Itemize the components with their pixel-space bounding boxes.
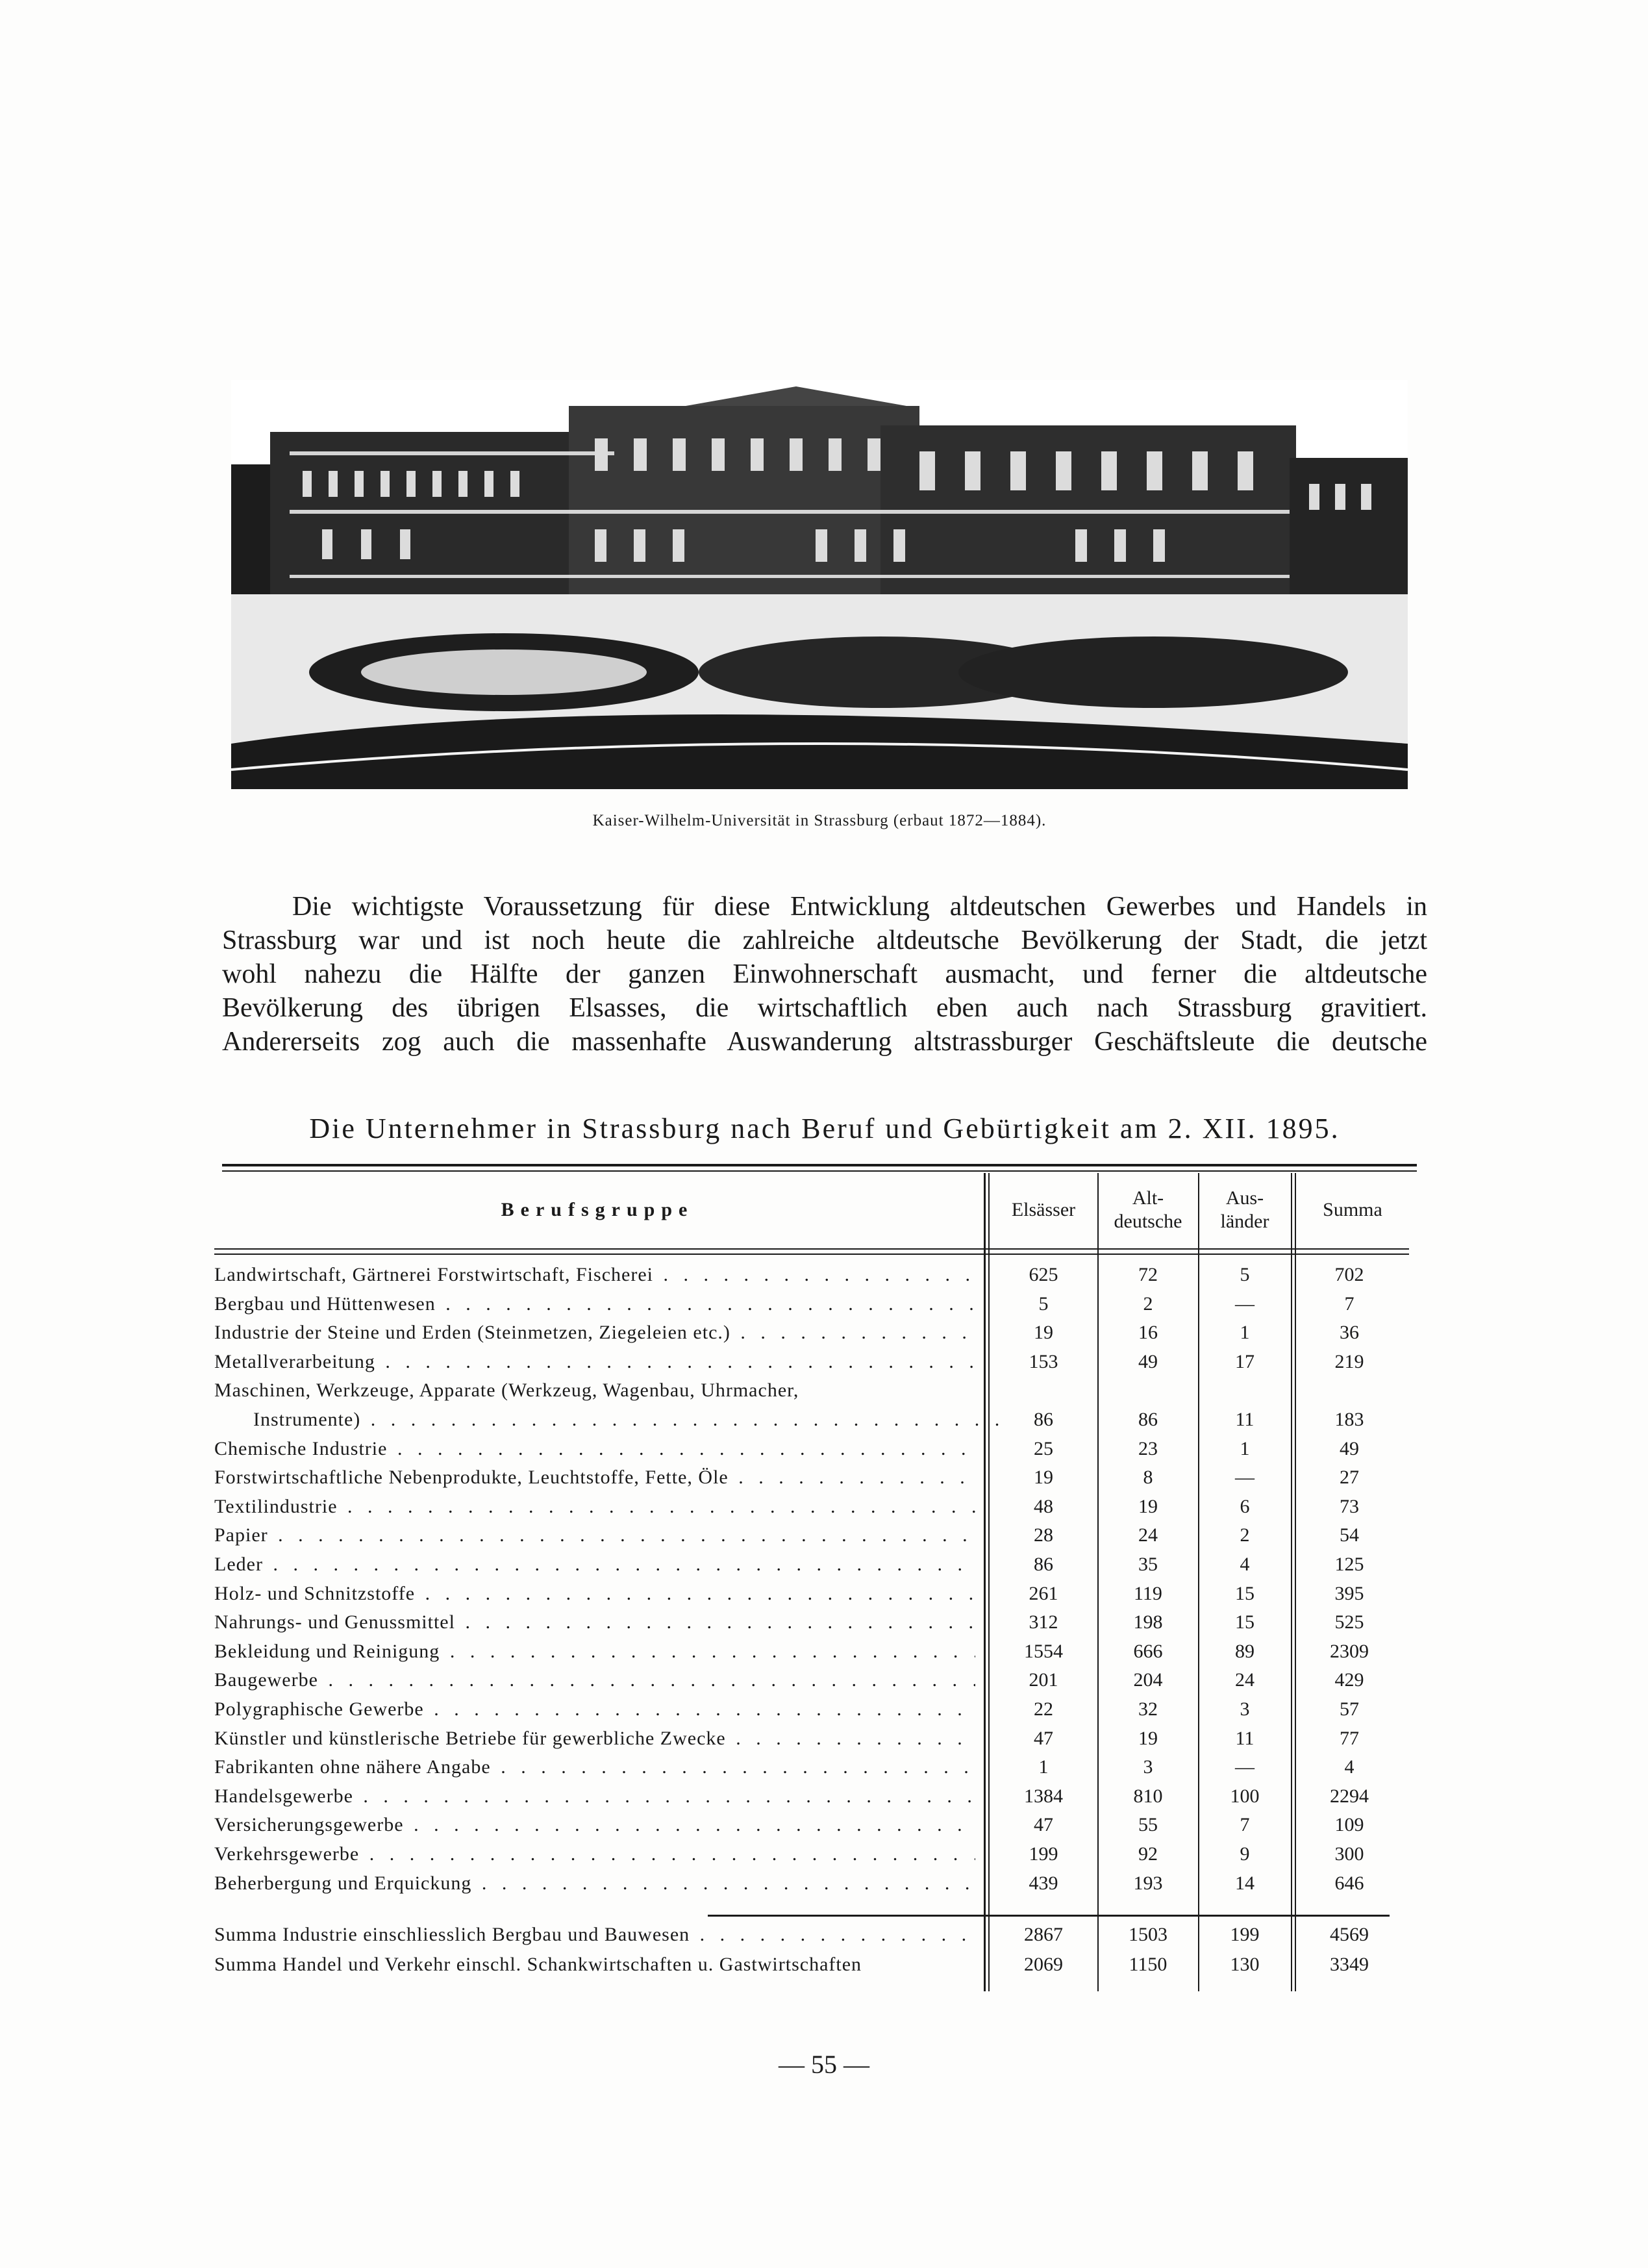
row-label-text: Textilindustrie xyxy=(214,1495,338,1517)
header-berufsgruppe: Berufsgruppe xyxy=(501,1199,694,1220)
header-auslaender: Aus- länder xyxy=(1220,1187,1269,1232)
row-label xyxy=(214,1351,975,1373)
cell-alt: 1503 xyxy=(1129,1924,1167,1945)
row-label-text: Nahrungs- und Genussmittel xyxy=(214,1611,455,1633)
cell-aus: 7 xyxy=(1240,1814,1250,1836)
cell-els: 1554 xyxy=(1024,1640,1063,1662)
cell-aus: 14 xyxy=(1235,1872,1255,1894)
leader-dots xyxy=(726,1728,975,1749)
cell-aus: — xyxy=(1235,1756,1255,1778)
cell-els: 28 xyxy=(1034,1524,1053,1546)
cell-sum: 73 xyxy=(1340,1495,1359,1517)
row-label xyxy=(214,1756,975,1778)
cell-alt: 24 xyxy=(1138,1524,1158,1546)
cell-alt: 19 xyxy=(1138,1727,1158,1749)
table-row xyxy=(214,1924,1396,1953)
row-label xyxy=(214,1954,975,1976)
cell-els: 199 xyxy=(1029,1843,1058,1865)
cell-alt: 92 xyxy=(1138,1843,1158,1865)
cell-sum: 57 xyxy=(1340,1698,1359,1720)
cell-alt: 1150 xyxy=(1129,1954,1167,1975)
row-label-text: Verkehrsgewerbe xyxy=(214,1843,360,1865)
table-top-rule-thin xyxy=(222,1170,1417,1172)
cell-alt: 49 xyxy=(1138,1350,1158,1372)
row-label xyxy=(214,1641,975,1663)
row-label xyxy=(214,1669,975,1691)
cell-alt: 3 xyxy=(1143,1756,1153,1778)
leader-dots xyxy=(353,1785,975,1807)
totals-separator-rule xyxy=(708,1915,1390,1917)
table-row xyxy=(214,1524,1396,1554)
table-row xyxy=(214,1669,1396,1698)
photo-caption: Kaiser-Wilhelm-Universität in Strassburg (erbaut 1872—1884). xyxy=(592,812,1047,829)
cell-els: 5 xyxy=(1038,1292,1049,1315)
row-label-text: Metallverarbeitung xyxy=(214,1350,375,1372)
cell-els: 22 xyxy=(1034,1698,1053,1720)
paragraph-line: wohl nahezu die Hälfte der ganzen Einwohnerschaft ausmacht, und ferner die altdeutsche xyxy=(222,959,1427,989)
cell-sum: 646 xyxy=(1334,1872,1364,1894)
cell-els: 19 xyxy=(1034,1322,1053,1344)
table-row xyxy=(214,1785,1396,1815)
row-label xyxy=(214,1496,975,1518)
row-label xyxy=(214,1583,975,1605)
leader-dots xyxy=(415,1583,975,1604)
table-row xyxy=(214,1583,1396,1612)
row-label xyxy=(214,1524,975,1546)
table-row xyxy=(214,1641,1396,1670)
cell-els: 201 xyxy=(1029,1669,1058,1691)
row-label-text: Summa Handel und Verkehr einschl. Schankwirtschaften u. Gastwirtschaften xyxy=(214,1954,862,1975)
table-top-rule xyxy=(222,1164,1417,1166)
row-label xyxy=(214,1611,975,1633)
row-label-text: Bekleidung und Reinigung xyxy=(214,1640,440,1662)
leader-dots xyxy=(359,1843,975,1865)
cell-aus: 89 xyxy=(1235,1640,1255,1662)
cell-els: 312 xyxy=(1029,1611,1058,1633)
cell-sum: 4569 xyxy=(1330,1924,1369,1945)
row-label xyxy=(214,1872,975,1895)
cell-alt: 16 xyxy=(1138,1322,1158,1344)
paragraph-line: Andererseits zog auch die massenhafte Auswanderung altstrassburger Geschäftsleute die deutsche xyxy=(222,1027,1427,1057)
cell-els: 1384 xyxy=(1024,1785,1063,1807)
row-label xyxy=(214,1814,975,1836)
paragraph-line: Bevölkerung des übrigen Elsasses, die wirtschaftlich eben auch nach Strassburg gravitiert. xyxy=(222,993,1427,1023)
cell-alt: 72 xyxy=(1138,1264,1158,1285)
cell-aus: 24 xyxy=(1235,1669,1255,1691)
cell-alt: 666 xyxy=(1133,1640,1163,1662)
cell-sum: 219 xyxy=(1334,1350,1364,1372)
row-label xyxy=(214,1409,1014,1431)
row-label-text: Beherbergung und Erquickung xyxy=(214,1872,472,1894)
cell-alt: 119 xyxy=(1134,1582,1162,1604)
leader-dots xyxy=(404,1814,975,1835)
leader-dots xyxy=(653,1264,975,1285)
cell-aus: 17 xyxy=(1235,1350,1255,1372)
header-bottom-rule xyxy=(214,1248,1409,1250)
cell-els: 1 xyxy=(1038,1756,1049,1778)
cell-aus: — xyxy=(1235,1467,1255,1489)
cell-aus: 9 xyxy=(1240,1843,1250,1865)
row-label-text: Industrie der Steine und Erden (Steinmetzen, Ziegeleien etc.) xyxy=(214,1322,730,1344)
cell-aus: 1 xyxy=(1240,1437,1250,1459)
leader-dots xyxy=(387,1438,975,1459)
cell-sum: 36 xyxy=(1340,1322,1359,1344)
leader-dots xyxy=(338,1496,975,1517)
table-row xyxy=(214,1872,1396,1902)
cell-sum: 125 xyxy=(1334,1554,1364,1575)
row-label-text: Handelsgewerbe xyxy=(214,1785,353,1807)
header-bottom-rule-thin xyxy=(214,1254,1409,1255)
row-label-text: Holz- und Schnitzstoffe xyxy=(214,1582,416,1604)
cell-alt: 810 xyxy=(1133,1785,1163,1807)
row-label-text: Papier xyxy=(214,1524,268,1546)
row-label-text: Versicherungsgewerbe xyxy=(214,1814,404,1836)
row-label-text: Chemische Industrie xyxy=(214,1437,388,1459)
cell-sum: 3349 xyxy=(1330,1954,1369,1975)
cell-sum: 300 xyxy=(1334,1843,1364,1865)
leader-dots xyxy=(729,1467,975,1488)
cell-sum: 7 xyxy=(1344,1292,1355,1315)
row-label-text: Forstwirtschaftliche Nebenprodukte, Leuchtstoffe, Fette, Öle xyxy=(214,1467,729,1489)
cell-alt: 23 xyxy=(1138,1437,1158,1459)
leader-dots xyxy=(375,1351,975,1372)
cell-els: 86 xyxy=(1034,1409,1053,1430)
cell-aus: 11 xyxy=(1235,1727,1255,1749)
cell-aus: 130 xyxy=(1230,1954,1260,1975)
leader-dots xyxy=(730,1322,975,1343)
body-paragraph xyxy=(222,890,1427,1059)
cell-aus: 1 xyxy=(1240,1322,1250,1344)
cell-alt: 2 xyxy=(1143,1292,1153,1315)
row-label-text: Summa Industrie einschliesslich Bergbau und Bauwesen xyxy=(214,1924,690,1945)
leader-dots xyxy=(424,1698,975,1720)
table-row xyxy=(214,1264,1396,1293)
table-row xyxy=(214,1756,1396,1785)
leader-dots xyxy=(263,1554,975,1575)
cell-sum: 54 xyxy=(1340,1524,1359,1546)
leader-dots xyxy=(318,1669,975,1691)
row-label-text: Bergbau und Hüttenwesen xyxy=(214,1292,436,1315)
cell-alt: 35 xyxy=(1138,1554,1158,1575)
cell-els: 47 xyxy=(1034,1727,1053,1749)
table-row xyxy=(214,1554,1396,1583)
cell-sum: 395 xyxy=(1334,1582,1364,1604)
table-row xyxy=(214,1611,1396,1641)
row-label xyxy=(214,1467,975,1489)
cell-sum: 2309 xyxy=(1330,1640,1369,1662)
cell-aus: 4 xyxy=(1240,1554,1250,1575)
cell-alt: 193 xyxy=(1133,1872,1163,1894)
cell-els: 86 xyxy=(1034,1554,1053,1575)
leader-dots xyxy=(436,1293,975,1315)
cell-sum: 429 xyxy=(1334,1669,1364,1691)
table-row xyxy=(214,1814,1396,1843)
cell-els: 2069 xyxy=(1024,1954,1063,1975)
cell-alt: 8 xyxy=(1143,1467,1153,1489)
cell-sum: 4 xyxy=(1344,1756,1355,1778)
cell-sum: 702 xyxy=(1334,1264,1364,1285)
cell-els: 48 xyxy=(1034,1495,1053,1517)
cell-aus: 15 xyxy=(1235,1611,1255,1633)
cell-aus: — xyxy=(1235,1292,1255,1315)
cell-alt: 204 xyxy=(1133,1669,1163,1691)
cell-aus: 5 xyxy=(1240,1264,1250,1285)
row-label-text: Instrumente) xyxy=(253,1409,361,1430)
row-label-text: Maschinen, Werkzeuge, Apparate (Werkzeug, Wagenbau, Uhrmacher, xyxy=(214,1380,799,1402)
table-title: Die Unternehmer in Strassburg nach Beruf und Gebürtigkeit am 2. XII. 1895. xyxy=(309,1113,1340,1144)
table-row xyxy=(214,1351,1396,1380)
leader-dots xyxy=(455,1611,975,1633)
cell-sum: 77 xyxy=(1340,1727,1359,1749)
row-label xyxy=(214,1785,975,1808)
cell-els: 625 xyxy=(1029,1264,1058,1285)
cell-sum: 27 xyxy=(1340,1467,1359,1489)
cell-aus: 6 xyxy=(1240,1495,1250,1517)
table-row xyxy=(214,1467,1396,1496)
paragraph-line: Die wichtigste Voraussetzung für diese Entwicklung altdeutschen Gewerbes und Handels in xyxy=(292,892,1427,922)
table-row xyxy=(214,1728,1396,1757)
leader-dots xyxy=(360,1409,1014,1430)
table-row xyxy=(214,1409,1396,1438)
paragraph-line: Strassburg war und ist noch heute die zahlreiche altdeutsche Bevölkerung der Stadt, die jetzt xyxy=(222,926,1427,955)
table-row xyxy=(214,1438,1396,1467)
cell-sum: 2294 xyxy=(1330,1785,1369,1807)
table-row xyxy=(214,1954,1396,1983)
cell-els: 25 xyxy=(1034,1437,1053,1459)
cell-alt: 86 xyxy=(1138,1409,1158,1430)
cell-els: 153 xyxy=(1029,1350,1058,1372)
cell-aus: 3 xyxy=(1240,1698,1250,1720)
table-row xyxy=(214,1380,1396,1409)
cell-els: 19 xyxy=(1034,1467,1053,1489)
cell-aus: 199 xyxy=(1230,1924,1260,1945)
table-row xyxy=(214,1698,1396,1728)
header-summa: Summa xyxy=(1323,1199,1382,1220)
leader-dots xyxy=(491,1756,975,1778)
cell-aus: 2 xyxy=(1240,1524,1250,1546)
cell-els: 2867 xyxy=(1024,1924,1063,1945)
cell-alt: 55 xyxy=(1138,1814,1158,1836)
cell-alt: 32 xyxy=(1138,1698,1158,1720)
row-label xyxy=(214,1554,975,1576)
cell-alt: 198 xyxy=(1133,1611,1163,1633)
cell-els: 439 xyxy=(1029,1872,1058,1894)
cell-aus: 11 xyxy=(1235,1409,1255,1430)
row-label xyxy=(214,1293,975,1315)
table-row xyxy=(214,1843,1396,1872)
row-label xyxy=(214,1843,975,1865)
cell-els: 261 xyxy=(1029,1582,1058,1604)
header-elsaesser: Elsässer xyxy=(1011,1199,1076,1220)
row-label-text: Fabrikanten ohne nähere Angabe xyxy=(214,1756,491,1778)
cell-els: 47 xyxy=(1034,1814,1053,1836)
row-label xyxy=(214,1728,975,1750)
leader-dots xyxy=(440,1641,975,1662)
row-label xyxy=(214,1322,975,1344)
row-label xyxy=(214,1380,975,1402)
row-label-text: Landwirtschaft, Gärtnerei Forstwirtschaft, Fischerei xyxy=(214,1264,653,1285)
row-label-text: Baugewerbe xyxy=(214,1669,318,1691)
cell-sum: 183 xyxy=(1334,1409,1364,1430)
row-label xyxy=(214,1924,975,1946)
table-row xyxy=(214,1293,1396,1322)
row-label-text: Leder xyxy=(214,1554,263,1575)
university-photo xyxy=(231,380,1408,789)
leader-dots xyxy=(268,1524,975,1546)
page-number: — 55 — xyxy=(779,2050,869,2079)
row-label xyxy=(214,1264,975,1286)
leader-dots xyxy=(690,1924,975,1945)
leader-dots xyxy=(471,1872,975,1894)
row-label xyxy=(214,1698,975,1720)
cell-sum: 49 xyxy=(1340,1437,1359,1459)
cell-sum: 109 xyxy=(1334,1814,1364,1836)
cell-sum: 525 xyxy=(1334,1611,1364,1633)
row-label xyxy=(214,1438,975,1460)
row-label-text: Künstler und künstlerische Betriebe für gewerbliche Zwecke xyxy=(214,1727,726,1749)
cell-alt: 19 xyxy=(1138,1495,1158,1517)
header-altdeutsche: Alt- deutsche xyxy=(1114,1187,1182,1232)
cell-aus: 100 xyxy=(1230,1785,1260,1807)
table-row xyxy=(214,1496,1396,1525)
row-label-text: Polygraphische Gewerbe xyxy=(214,1698,424,1720)
cell-aus: 15 xyxy=(1235,1582,1255,1604)
table-row xyxy=(214,1322,1396,1351)
